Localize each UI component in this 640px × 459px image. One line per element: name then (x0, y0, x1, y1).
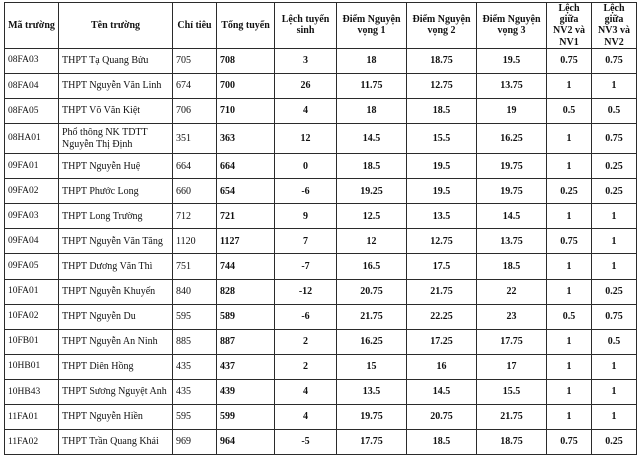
cell-quota: 885 (173, 329, 217, 354)
cell-nv3: 17 (477, 354, 547, 379)
cell-total: 708 (217, 48, 275, 73)
cell-diff: 12 (275, 123, 337, 153)
cell-code: 09FA04 (5, 229, 59, 254)
cell-gap-nv3-nv2: 0.25 (592, 179, 637, 204)
cell-gap-nv3-nv2: 0.75 (592, 304, 637, 329)
cell-nv2: 17.5 (407, 254, 477, 279)
cell-school: THPT Nguyễn An Ninh (59, 329, 173, 354)
cell-school: THPT Phước Long (59, 179, 173, 204)
cell-diff: -6 (275, 179, 337, 204)
cell-diff: -6 (275, 304, 337, 329)
cell-nv1: 21.75 (337, 304, 407, 329)
table-row (5, 429, 637, 454)
header-nv3: Điểm Nguyện vọng 3 (477, 3, 547, 49)
cell-quota: 435 (173, 354, 217, 379)
table-row (5, 98, 637, 123)
cell-gap-nv2-nv1: 1 (547, 279, 592, 304)
header-quota: Chỉ tiêu (173, 3, 217, 49)
cell-code: 11FA01 (5, 404, 59, 429)
cell-quota: 674 (173, 73, 217, 98)
cell-total: 887 (217, 329, 275, 354)
cell-nv3: 16.25 (477, 123, 547, 153)
header-diff: Lệch tuyển sinh (275, 3, 337, 49)
cell-nv1: 12 (337, 229, 407, 254)
table-row (5, 304, 637, 329)
cell-code: 10FA02 (5, 304, 59, 329)
cell-gap-nv2-nv1: 1 (547, 204, 592, 229)
cell-gap-nv2-nv1: 1 (547, 254, 592, 279)
cell-diff: 7 (275, 229, 337, 254)
cell-quota: 660 (173, 179, 217, 204)
cell-gap-nv2-nv1: 1 (547, 354, 592, 379)
table-row (5, 73, 637, 98)
cell-gap-nv3-nv2: 0.5 (592, 98, 637, 123)
cell-total: 437 (217, 354, 275, 379)
cell-nv3: 13.75 (477, 73, 547, 98)
cell-school: THPT Nguyễn Huệ (59, 154, 173, 179)
cell-total: 589 (217, 304, 275, 329)
table-row (5, 123, 637, 153)
table-body (5, 48, 637, 454)
cell-diff: 4 (275, 98, 337, 123)
cell-total: 363 (217, 123, 275, 153)
cell-nv3: 14.5 (477, 204, 547, 229)
cell-gap-nv2-nv1: 1 (547, 404, 592, 429)
cell-gap-nv3-nv2: 1 (592, 229, 637, 254)
header-total: Tổng tuyển (217, 3, 275, 49)
cell-nv2: 17.25 (407, 329, 477, 354)
cell-nv2: 13.5 (407, 204, 477, 229)
cell-nv2: 14.5 (407, 379, 477, 404)
cell-nv3: 19.75 (477, 179, 547, 204)
cell-quota: 751 (173, 254, 217, 279)
cell-nv1: 11.75 (337, 73, 407, 98)
cell-total: 744 (217, 254, 275, 279)
header-code: Mã trường (5, 3, 59, 49)
cell-gap-nv2-nv1: 1 (547, 154, 592, 179)
cell-gap-nv2-nv1: 0.75 (547, 229, 592, 254)
cell-nv3: 19.5 (477, 48, 547, 73)
cell-code: 09FA03 (5, 204, 59, 229)
cell-school: THPT Long Trường (59, 204, 173, 229)
table-row (5, 179, 637, 204)
cell-nv2: 18.5 (407, 429, 477, 454)
cell-nv3: 18.75 (477, 429, 547, 454)
cell-code: 08FA03 (5, 48, 59, 73)
header-nv2: Điểm Nguyện vọng 2 (407, 3, 477, 49)
cell-gap-nv2-nv1: 0.5 (547, 98, 592, 123)
cell-nv1: 18 (337, 98, 407, 123)
cell-nv3: 18.5 (477, 254, 547, 279)
cell-nv3: 23 (477, 304, 547, 329)
cell-gap-nv2-nv1: 1 (547, 329, 592, 354)
cell-nv2: 20.75 (407, 404, 477, 429)
cell-gap-nv2-nv1: 1 (547, 379, 592, 404)
cell-total: 700 (217, 73, 275, 98)
cell-quota: 664 (173, 154, 217, 179)
cell-diff: 0 (275, 154, 337, 179)
cell-quota: 351 (173, 123, 217, 153)
cell-nv2: 18.5 (407, 98, 477, 123)
cell-diff: 2 (275, 354, 337, 379)
cell-nv2: 15.5 (407, 123, 477, 153)
cell-gap-nv3-nv2: 0.5 (592, 329, 637, 354)
cell-gap-nv2-nv1: 0.25 (547, 179, 592, 204)
table-row (5, 254, 637, 279)
cell-gap-nv3-nv2: 1 (592, 73, 637, 98)
cell-code: 08HA01 (5, 123, 59, 153)
cell-total: 439 (217, 379, 275, 404)
cell-quota: 969 (173, 429, 217, 454)
cell-nv1: 19.25 (337, 179, 407, 204)
cell-diff: 3 (275, 48, 337, 73)
cell-total: 664 (217, 154, 275, 179)
cell-gap-nv3-nv2: 1 (592, 254, 637, 279)
cell-gap-nv2-nv1: 1 (547, 73, 592, 98)
cell-gap-nv3-nv2: 1 (592, 404, 637, 429)
table-row (5, 404, 637, 429)
cell-nv2: 18.75 (407, 48, 477, 73)
cell-nv2: 19.5 (407, 154, 477, 179)
cell-nv2: 12.75 (407, 73, 477, 98)
cell-diff: -12 (275, 279, 337, 304)
admission-score-sheet (4, 2, 636, 455)
cell-quota: 705 (173, 48, 217, 73)
cell-school: THPT Nguyễn Du (59, 304, 173, 329)
cell-gap-nv3-nv2: 1 (592, 204, 637, 229)
cell-nv3: 21.75 (477, 404, 547, 429)
cell-diff: 2 (275, 329, 337, 354)
cell-diff: 26 (275, 73, 337, 98)
cell-code: 08FA04 (5, 73, 59, 98)
cell-nv1: 15 (337, 354, 407, 379)
cell-quota: 712 (173, 204, 217, 229)
cell-gap-nv3-nv2: 0.75 (592, 48, 637, 73)
cell-gap-nv2-nv1: 0.75 (547, 429, 592, 454)
cell-gap-nv3-nv2: 0.25 (592, 429, 637, 454)
cell-nv3: 13.75 (477, 229, 547, 254)
header-row (5, 3, 637, 49)
table-row (5, 154, 637, 179)
cell-gap-nv3-nv2: 0.75 (592, 123, 637, 153)
cell-gap-nv3-nv2: 0.25 (592, 154, 637, 179)
cell-nv3: 17.75 (477, 329, 547, 354)
cell-nv1: 14.5 (337, 123, 407, 153)
cell-code: 10FA01 (5, 279, 59, 304)
cell-quota: 1120 (173, 229, 217, 254)
cell-quota: 595 (173, 304, 217, 329)
cell-nv1: 18.5 (337, 154, 407, 179)
cell-school: THPT Tạ Quang Bửu (59, 48, 173, 73)
header-gap-nv2-nv1: Lệch giữa NV2 và NV1 (547, 3, 592, 49)
cell-nv2: 16 (407, 354, 477, 379)
cell-diff: -7 (275, 254, 337, 279)
table-row (5, 354, 637, 379)
cell-nv1: 19.75 (337, 404, 407, 429)
table-row (5, 204, 637, 229)
cell-code: 10HB01 (5, 354, 59, 379)
cell-nv3: 22 (477, 279, 547, 304)
cell-quota: 435 (173, 379, 217, 404)
cell-nv1: 13.5 (337, 379, 407, 404)
cell-nv2: 12.75 (407, 229, 477, 254)
cell-gap-nv2-nv1: 1 (547, 123, 592, 153)
cell-nv1: 12.5 (337, 204, 407, 229)
cell-code: 09FA01 (5, 154, 59, 179)
cell-school: THPT Nguyễn Hiền (59, 404, 173, 429)
cell-nv1: 17.75 (337, 429, 407, 454)
header-nv1: Điểm Nguyện vọng 1 (337, 3, 407, 49)
table-row (5, 229, 637, 254)
table-row (5, 379, 637, 404)
cell-total: 964 (217, 429, 275, 454)
header-gap-nv3-nv2: Lệch giữa NV3 và NV2 (592, 3, 637, 49)
cell-diff: 4 (275, 379, 337, 404)
cell-nv3: 19 (477, 98, 547, 123)
cell-nv3: 15.5 (477, 379, 547, 404)
cell-nv1: 16.25 (337, 329, 407, 354)
cell-school: THPT Sương Nguyệt Anh (59, 379, 173, 404)
cell-nv1: 18 (337, 48, 407, 73)
cell-code: 10HB43 (5, 379, 59, 404)
cell-code: 09FA05 (5, 254, 59, 279)
cell-total: 599 (217, 404, 275, 429)
cell-total: 1127 (217, 229, 275, 254)
table-row (5, 329, 637, 354)
cell-school: Phổ thông NK TDTT Nguyễn Thị Định (59, 123, 173, 153)
cell-nv2: 21.75 (407, 279, 477, 304)
cell-quota: 840 (173, 279, 217, 304)
cell-nv1: 16.5 (337, 254, 407, 279)
cell-total: 828 (217, 279, 275, 304)
admission-score-table (4, 2, 637, 455)
cell-school: THPT Trần Quang Khải (59, 429, 173, 454)
cell-school: THPT Nguyễn Khuyến (59, 279, 173, 304)
cell-code: 11FA02 (5, 429, 59, 454)
cell-total: 654 (217, 179, 275, 204)
cell-school: THPT Diên Hồng (59, 354, 173, 379)
cell-code: 08FA05 (5, 98, 59, 123)
cell-gap-nv3-nv2: 1 (592, 379, 637, 404)
cell-quota: 706 (173, 98, 217, 123)
cell-school: THPT Nguyễn Văn Tăng (59, 229, 173, 254)
cell-school: THPT Nguyễn Văn Linh (59, 73, 173, 98)
cell-gap-nv2-nv1: 0.75 (547, 48, 592, 73)
table-row (5, 48, 637, 73)
table-row (5, 279, 637, 304)
cell-school: THPT Dương Văn Thì (59, 254, 173, 279)
cell-gap-nv2-nv1: 0.5 (547, 304, 592, 329)
header-school: Tên trường (59, 3, 173, 49)
cell-quota: 595 (173, 404, 217, 429)
cell-nv3: 19.75 (477, 154, 547, 179)
cell-code: 09FA02 (5, 179, 59, 204)
cell-school: THPT Võ Văn Kiệt (59, 98, 173, 123)
cell-nv2: 19.5 (407, 179, 477, 204)
cell-code: 10FB01 (5, 329, 59, 354)
cell-diff: -5 (275, 429, 337, 454)
cell-diff: 9 (275, 204, 337, 229)
cell-diff: 4 (275, 404, 337, 429)
cell-nv2: 22.25 (407, 304, 477, 329)
cell-gap-nv3-nv2: 0.25 (592, 279, 637, 304)
cell-nv1: 20.75 (337, 279, 407, 304)
cell-gap-nv3-nv2: 1 (592, 354, 637, 379)
cell-total: 710 (217, 98, 275, 123)
cell-total: 721 (217, 204, 275, 229)
